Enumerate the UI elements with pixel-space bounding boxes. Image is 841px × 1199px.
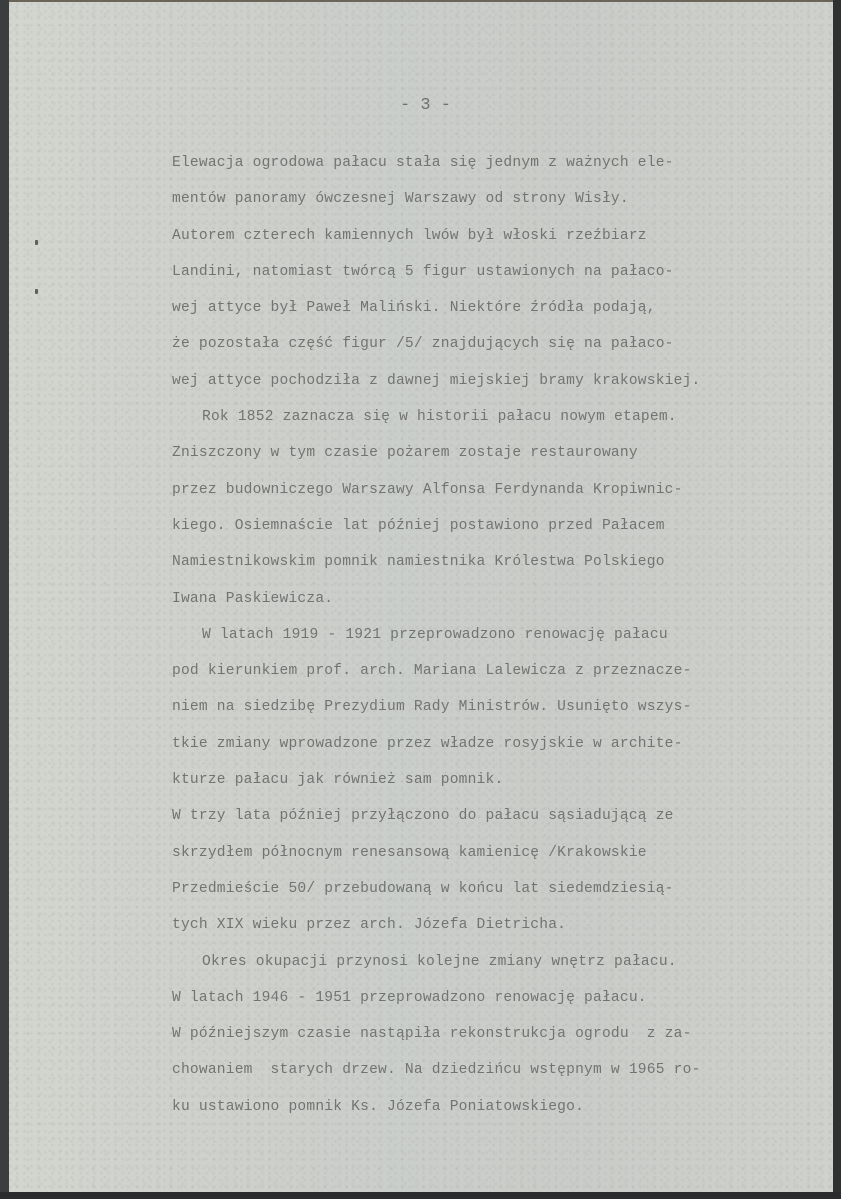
scan-right-edge bbox=[833, 0, 841, 1199]
text-line: Autorem czterech kamiennych lwów był włoski rzeźbiarz bbox=[172, 227, 647, 244]
text-line: Okres okupacji przynosi kolejne zmiany wnętrz pałacu. bbox=[202, 953, 677, 970]
text-line: że pozostała część figur /5/ znajdujących się na pałaco- bbox=[172, 336, 674, 353]
text-line: tych XIX wieku przez arch. Józefa Dietricha. bbox=[172, 917, 567, 934]
text-line: W trzy lata później przyłączono do pałacu sąsiadującą ze bbox=[172, 808, 674, 825]
text-line: skrzydłem północnym renesansową kamienicę /Krakowskie bbox=[172, 844, 647, 861]
text-line: W latach 1919 - 1921 przeprowadzono renowację pałacu bbox=[202, 626, 668, 643]
scan-bottom-edge bbox=[0, 1192, 841, 1199]
text-line: Iwana Paskiewicza. bbox=[172, 590, 334, 607]
text-line: chowaniem starych drzew. Na dziedzińcu wstępnym w 1965 ro- bbox=[172, 1062, 701, 1079]
paragraph bbox=[172, 617, 812, 798]
punch-mark bbox=[35, 240, 38, 245]
text-line: Elewacja ogrodowa pałacu stała się jednym z ważnych ele- bbox=[172, 155, 674, 171]
text-line: wej attyce pochodziła z dawnej miejskiej bramy krakowskiej. bbox=[172, 372, 701, 389]
text-line: niem na siedzibę Prezydium Rady Ministrów. Usunięto wszys- bbox=[172, 699, 692, 716]
paragraph bbox=[172, 798, 812, 943]
text-line: tkie zmiany wprowadzone przez władze rosyjskie w archite- bbox=[172, 735, 683, 752]
text-line: kturze pałacu jak również sam pomnik. bbox=[172, 772, 504, 789]
text-line: W późniejszym czasie nastąpiła rekonstrukcja ogrodu z za- bbox=[172, 1026, 692, 1043]
text-line: Przedmieście 50/ przebudowaną w końcu lat siedemdziesią- bbox=[172, 880, 674, 897]
paragraph bbox=[172, 980, 812, 1125]
text-line: kiego. Osiemnaście lat później postawiono przed Pałacem bbox=[172, 517, 665, 534]
punch-mark bbox=[35, 289, 38, 294]
text-line: mentów panoramy ówczesnej Warszawy od strony Wisły. bbox=[172, 191, 629, 208]
text-line: wej attyce był Paweł Maliński. Niektóre źródła podają, bbox=[172, 300, 656, 317]
text-line: pod kierunkiem prof. arch. Mariana Lalewicza z przeznacze- bbox=[172, 663, 692, 680]
paragraph bbox=[172, 944, 812, 980]
text-line: ku ustawiono pomnik Ks. Józefa Poniatowskiego. bbox=[172, 1098, 585, 1115]
text-line: Zniszczony w tym czasie pożarem zostaje restaurowany bbox=[172, 445, 638, 462]
document-body bbox=[172, 145, 812, 1125]
paragraph bbox=[172, 145, 812, 399]
text-line: Namiestnikowskim pomnik namiestnika Królestwa Polskiego bbox=[172, 554, 665, 571]
text-line: Landini, natomiast twórcą 5 figur ustawionych na pałaco- bbox=[172, 263, 674, 280]
page-number: - 3 - bbox=[399, 96, 451, 115]
text-line: Rok 1852 zaznacza się w historii pałacu nowym etapem. bbox=[202, 409, 677, 426]
text-line: przez budowniczego Warszawy Alfonsa Ferdynanda Kropiwnic- bbox=[172, 481, 683, 498]
paragraph bbox=[172, 399, 812, 617]
text-line: W latach 1946 - 1951 przeprowadzono renowację pałacu. bbox=[172, 989, 647, 1006]
